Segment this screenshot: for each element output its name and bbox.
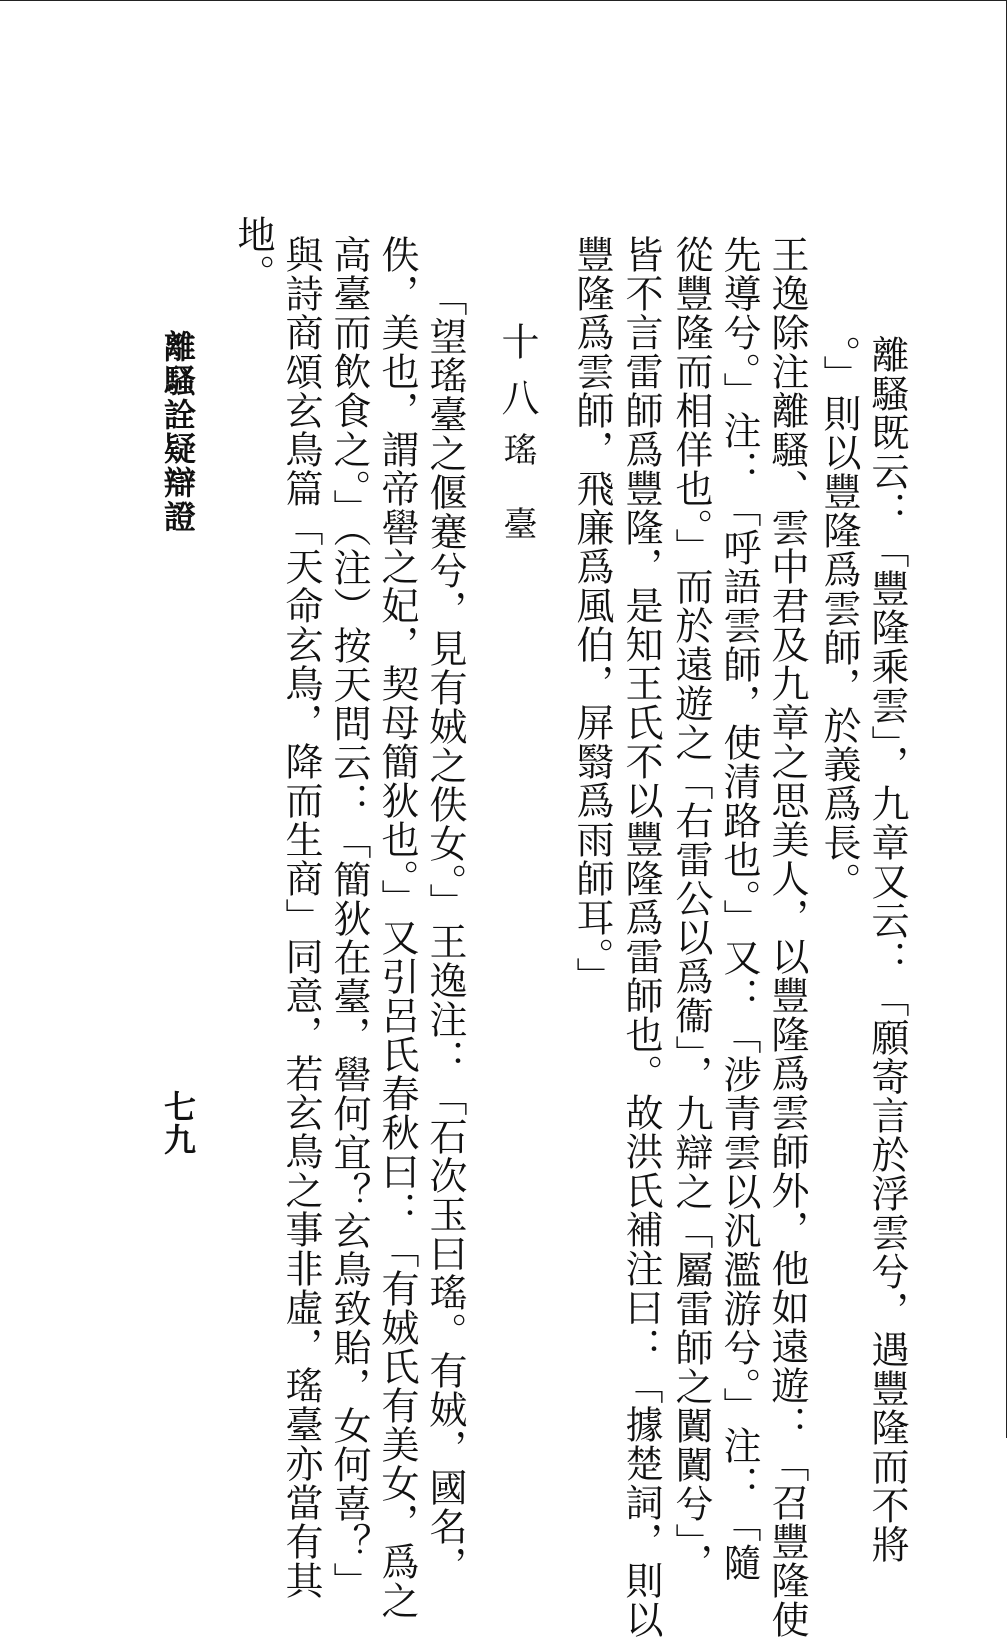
text-column-3: 王逸除注離騷、雲中君及九章之思美人，以豐隆爲雲師外，他如遠遊：「召豐隆使 (765, 235, 809, 1639)
page-number: 七九 (159, 1090, 197, 1156)
running-title: 離騷詮疑辯證 (159, 330, 197, 534)
text-column-10: 高臺而飲食之。」（注）按天問云：「簡狄在臺，嚳何宜？玄鳥致貽，女何喜？」 (327, 235, 371, 1601)
section-number: 十八 (495, 322, 539, 434)
text-column-12: 地。 (231, 215, 275, 293)
text-column-7: 豐隆爲雲師，飛廉爲風伯，屏翳爲雨師耳。」 (570, 235, 614, 996)
text-column-8: 「望瑤臺之偃蹇兮，見有娀之佚女。」王逸注：「石次玉曰瑤。有娀，國名， (423, 278, 467, 1585)
text-column-1: 離騷既云：「豐隆乘雲」，九章又云：「願寄言於浮雲兮，遇豐隆而不將 (865, 335, 909, 1564)
text-column-4: 先導兮。」注：「呼語雲師，使清路也。」又：「涉青雲以汎濫游兮。」注：「隨 (717, 235, 761, 1582)
text-column-9: 佚，美也，謂帝嚳之妃，契母簡狄也。」又引呂氏春秋曰：「有娀氏有美女，爲之 (375, 235, 419, 1620)
text-column-5: 從豐隆而相佯也。」而於遠遊之「右雷公以爲衞」，九辯之「屬雷師之闐闐兮」， (669, 235, 713, 1582)
text-column-11: 與詩商頌玄鳥篇「天命玄鳥，降而生商」同意，若玄鳥之事非虛，瑤臺亦當有其 (279, 235, 323, 1600)
text-column-2: 。」則以豐隆爲雲師，於義爲長。 (817, 335, 861, 901)
section-title: 瑤臺 (497, 432, 537, 580)
text-column-6: 皆不言雷師爲豐隆，是知王氏不以豐隆爲雷師也。故洪氏補注曰：「據楚詞，則以 (619, 235, 663, 1639)
